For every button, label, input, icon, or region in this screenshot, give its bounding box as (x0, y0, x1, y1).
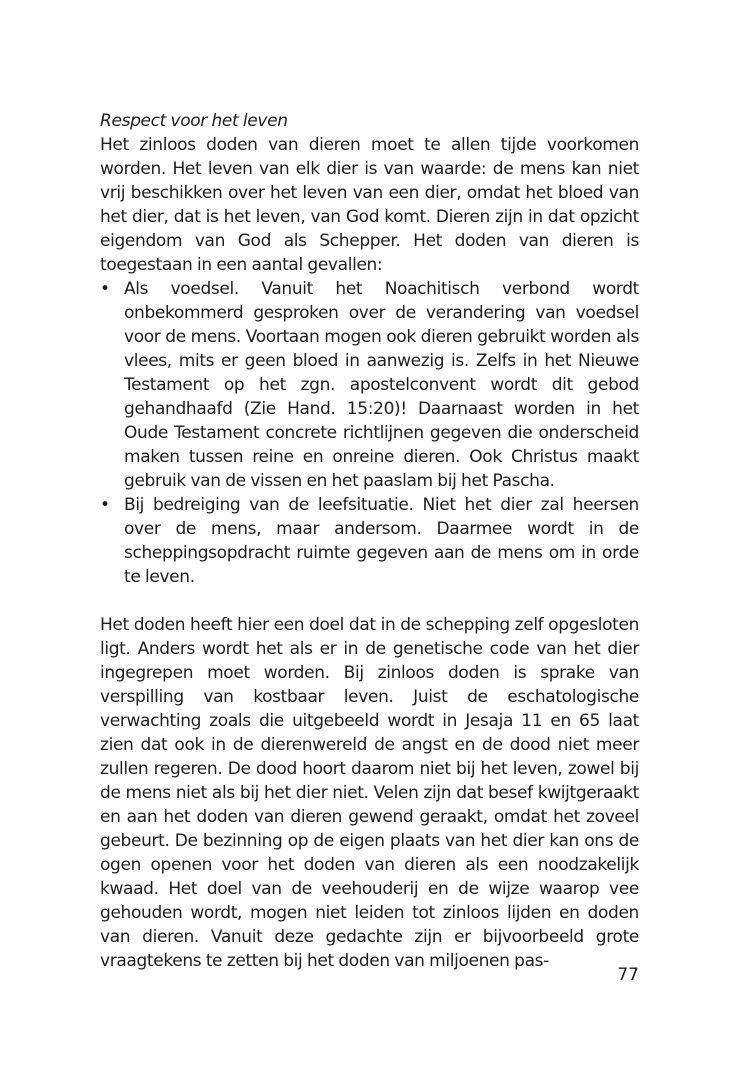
bullet-text: Bij bedreiging van de leefsituatie. Niet het dier zal heersen over de mens, maar andersom. Daarmee wordt in de scheppingsopdracht ruimte gegeven aan de mens om in orde te leven. (124, 495, 639, 587)
bullet-list (100, 277, 639, 589)
bullet-icon: • (100, 495, 110, 515)
section-heading: Respect voor het leven (100, 111, 288, 131)
bullet-icon: • (100, 279, 110, 299)
intro-paragraph: Het zinloos doden van dieren moet te allen tijde voorkomen worden. Het leven van elk dier is van waarde: de mens kan niet vrij beschikken over het leven van een dier, omdat het bloed van het dier, dat is het leven, van God komt. Dieren zijn in dat opzicht eigendom van God als Schepper. Het doden van dieren is toegestaan in een aantal gevallen: (100, 135, 639, 275)
page-number: 77 (617, 965, 639, 985)
paragraph-gap (100, 589, 639, 613)
bullet-item-threat (100, 493, 639, 589)
body-paragraph: Het doden heeft hier een doel dat in de schepping zelf opgesloten ligt. Anders wordt het als er in de genetische code van het dier ingegrepen moet worden. Bij zinloos doden is sprake van verspilling van kostbaar leven. Juist de eschatologische verwachting zoals die uitgebeeld wordt in Jesaja 11 en 65 laat zien dat ook in de dierenwereld de angst en de dood niet meer zullen regeren. De dood hoort daarom niet bij het leven, zowel bij de mens niet als bij het dier niet. Velen zijn dat besef kwijtgeraakt en aan het doden van dieren gewend geraakt, omdat het zoveel gebeurt. De bezinning op de eigen plaats van het dier kan ons de ogen openen voor het doden van dieren als een noodzakelijk kwaad. Het doel van de veehouderij en de wijze waarop vee gehouden wordt, mogen niet leiden tot zinloos lijden en doden van dieren. Vanuit deze gedachte zijn er bijvoorbeeld grote vraagtekens te zetten bij het doden van miljoenen pas- (100, 615, 639, 971)
page-content (100, 109, 639, 973)
bullet-item-food (100, 277, 639, 493)
bullet-text: Als voedsel. Vanuit het Noachitisch verbond wordt onbekommerd gesproken over de verandering van voedsel voor de mens. Voortaan mogen ook dieren gebruikt worden als vlees, mits er geen bloed in aanwezig is. Zelfs in het Nieuwe Testament op het zgn. apostelconvent wordt dit gebod gehandhaafd (Zie Hand. 15:20)! Daarnaast worden in het Oude Testament concrete richtlijnen gegeven die onderscheid maken tussen reine en onreine dieren. Ook Christus maakt gebruik van de vissen en het paaslam bij het Pascha. (124, 279, 639, 491)
